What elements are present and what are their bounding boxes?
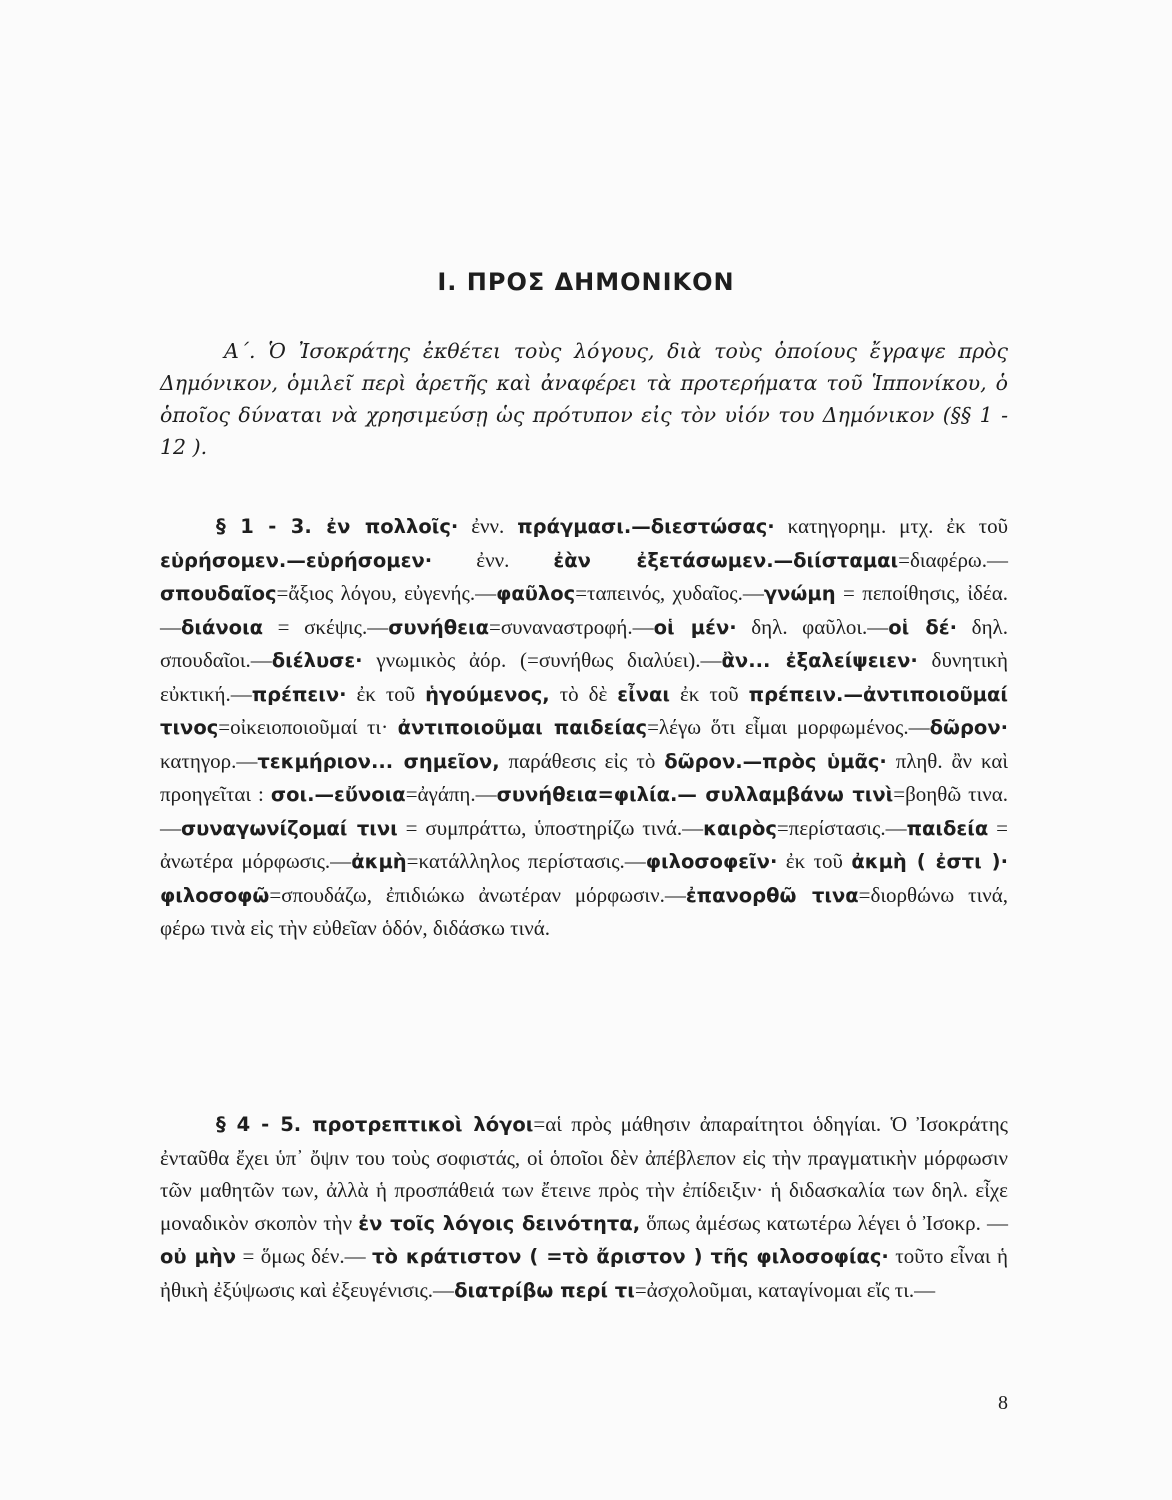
gloss-text: =συναναστροφή.— xyxy=(488,614,654,639)
lemma-term: πρέπειν· xyxy=(251,682,347,706)
commentary-paragraph-2 xyxy=(160,1108,1008,1307)
gloss-text: τοῦτο εἶναι ἡ ἠθικὴ ἐξύψωσις καὶ ἐξευγένισις.— xyxy=(160,1244,1009,1302)
lemma-term: ἀκμὴ xyxy=(351,850,407,873)
gloss-text: =διαφέρω.— xyxy=(898,547,1009,572)
lemma-term: διατρίβω περί τι xyxy=(454,1278,635,1302)
lemma-term: δῶρον.—πρὸς ὑμᾶς· xyxy=(664,749,887,773)
lemma-term: § 1 - 3. ἐν πολλοῖς· xyxy=(216,515,459,538)
gloss-text: κατηγορ.— xyxy=(160,748,258,773)
lemma-term: φαῦλος xyxy=(496,582,576,605)
lemma-term: ἐὰν ἐξετάσωμεν.—διίσταμαι xyxy=(553,548,899,572)
gloss-text: =λέγω ὅτι εἶμαι μορφωμένος.— xyxy=(647,715,930,739)
chapter-title: Ι. ΠΡΟΣ ΔΗΜΟΝΙΚΟΝ xyxy=(437,268,735,296)
gloss-text: ἐνν. xyxy=(458,514,518,538)
lemma-term: οἱ μέν· xyxy=(653,615,737,639)
gloss-text: =περίστασις.— xyxy=(776,815,907,840)
gloss-text: τὸ δὲ xyxy=(549,681,618,706)
gloss-text: = ἀνωτέρα μόρφωσις.— xyxy=(160,815,1009,873)
lemma-term: οὐ μὴν xyxy=(160,1245,237,1268)
gloss-text: =βοηθῶ τινα.— xyxy=(160,782,1008,840)
gloss-text: ἐκ τοῦ xyxy=(670,681,749,706)
lemma-term: εἶναι xyxy=(617,682,671,706)
lemma-term: τὸ κράτιστον ( =τὸ ἄριστον ) τῆς φιλοσοφίας· xyxy=(372,1245,889,1268)
gloss-text: παράθεσις εἰς τὸ xyxy=(499,748,665,773)
lemma-term: ἡγούμενος, xyxy=(425,682,550,706)
lemma-term: ἐπανορθῶ τινα xyxy=(685,883,859,907)
gloss-text: δηλ. σπουδαῖοι.— xyxy=(160,614,1008,672)
lemma-term: δῶρον· xyxy=(929,716,1009,739)
lemma-term: παιδεία xyxy=(906,816,989,840)
commentary-paragraph-1 xyxy=(160,510,1008,945)
lemma-term: γνώμη xyxy=(763,582,836,605)
lemma-term: ἐν τοῖς λόγοις δεινότητα, xyxy=(358,1211,641,1235)
lemma-term: διέλυσε· xyxy=(271,649,363,672)
gloss-text: =οἰκειοποιοῦμαί τι· xyxy=(218,715,398,739)
lemma-term: πρέπειν.—ἀντιποιοῦμαί τινος xyxy=(160,682,1008,739)
gloss-text: δηλ. φαῦλοι.— xyxy=(736,614,889,639)
lemma-term: συναγωνίζομαί τινι xyxy=(181,816,398,840)
gloss-text: ὅπως ἀμέσως κατωτέρω λέγει ὁ Ἰσοκρ. — xyxy=(640,1210,1008,1235)
chapter-summary: Α΄. Ὁ Ἰσοκράτης ἐκθέτει τοὺς λόγους, διὰ τοὺς ὁποίους ἔγραψε πρὸς Δημόνικον, ὁμιλεῖ περὶ ἀρετῆς καὶ ἀναφέρει τὰ προτερήματα τοῦ Ἱππονίκου, ὁ ὁποῖος δύναται νὰ χρησιμεύσῃ ὡς πρότυπον εἰς τὸν υἱόν του Δημόνικον (§§ 1 - 12 ). xyxy=(160,339,1008,459)
lemma-term: συνήθεια=φιλία.— συλλαμβάνω τινὶ xyxy=(496,783,894,806)
gloss-text: =ἄξιος λόγου, εὐγενής.— xyxy=(276,581,497,605)
gloss-text: =ἀσχολοῦμαι, καταγίνομαι εἴς τι.— xyxy=(634,1277,936,1302)
gloss-text: =ἀγάπη.— xyxy=(405,782,497,806)
gloss-text: κατηγορημ. μτχ. ἐκ τοῦ xyxy=(774,514,1008,538)
lemma-term: φιλοσοφεῖν· xyxy=(645,850,778,873)
lemma-term: ἂν... ἐξαλείψειεν· xyxy=(721,649,918,672)
lemma-term: σοι.—εὔνοια xyxy=(270,783,406,806)
lemma-term: οἱ δέ· xyxy=(888,615,958,639)
lemma-term: ἀντιποιοῦμαι παιδείας xyxy=(397,716,648,739)
gloss-text: =αἱ πρὸς μάθησιν ἀπαραίτητοι ὁδηγίαι. Ὁ Ἰσοκράτης ἐνταῦθα ἔχει ὑπ᾽ ὄψιν του τοὺς σοφιστάς, οἱ ὁποῖοι δὲν ἀπέβλεπον εἰς τὴν πραγματικὴν μόρφωσιν τῶν μαθητῶν των, ἀλλὰ ἡ προσπάθειά των ἔτεινε πρὸς τὴν ἐπίδειξιν· ἡ διδασκαλία των δηλ. εἶχε μοναδικὸν σκοπὸν τὴν xyxy=(160,1112,1009,1235)
lemma-term: συνήθεια xyxy=(388,615,489,639)
lemma-term: πράγμασι.—διεστώσας· xyxy=(517,515,775,538)
gloss-text: πληθ. ἂν καὶ προηγεῖται : xyxy=(160,748,1008,806)
gloss-text: γνωμικὸς ἀόρ. (=συνήθως διαλύει).— xyxy=(362,648,722,672)
lemma-term: εὑρήσομεν.—εὑρήσομεν· xyxy=(160,548,433,572)
gloss-text: ἐνν. xyxy=(432,547,554,572)
page-number: 8 xyxy=(998,1392,1008,1414)
lemma-term: § 4 - 5. προτρεπτικοὶ λόγοι xyxy=(216,1113,534,1136)
gloss-text: =κατάλληλος περίστασις.— xyxy=(406,849,646,873)
gloss-text: δυνητικὴ εὐκτική.— xyxy=(160,648,1008,706)
lemma-term: τεκμήριον... σημεῖον, xyxy=(257,749,500,773)
gloss-text: = συμπράττω, ὑποστηρίζω τινά.— xyxy=(397,815,704,840)
gloss-text: = σκέψις.— xyxy=(263,614,389,639)
lemma-term: διάνοια xyxy=(181,615,264,639)
gloss-text: = ὅμως δέν.— xyxy=(236,1244,373,1268)
lemma-term: καιρὸς xyxy=(703,816,777,840)
gloss-text: = πεποίθησις, ἰδέα.— xyxy=(160,581,1008,639)
lemma-term: σπουδαῖος xyxy=(160,582,277,605)
lemma-term: ἀκμὴ ( ἐστι )· φιλοσοφῶ xyxy=(160,850,1008,907)
gloss-text: =σπουδάζω, ἐπιδιώκω ἀνωτέραν μόρφωσιν.— xyxy=(269,882,686,907)
gloss-text: ἐκ τοῦ xyxy=(346,681,426,706)
gloss-text: ἐκ τοῦ xyxy=(777,849,852,873)
gloss-text: =ταπεινός, χυδαῖος.— xyxy=(575,581,764,605)
gloss-text: =διορθώνω τινά, φέρω τινὰ εἰς τὴν εὐθεῖαν ὁδόν, διδάσκω τινά. xyxy=(160,882,1008,940)
